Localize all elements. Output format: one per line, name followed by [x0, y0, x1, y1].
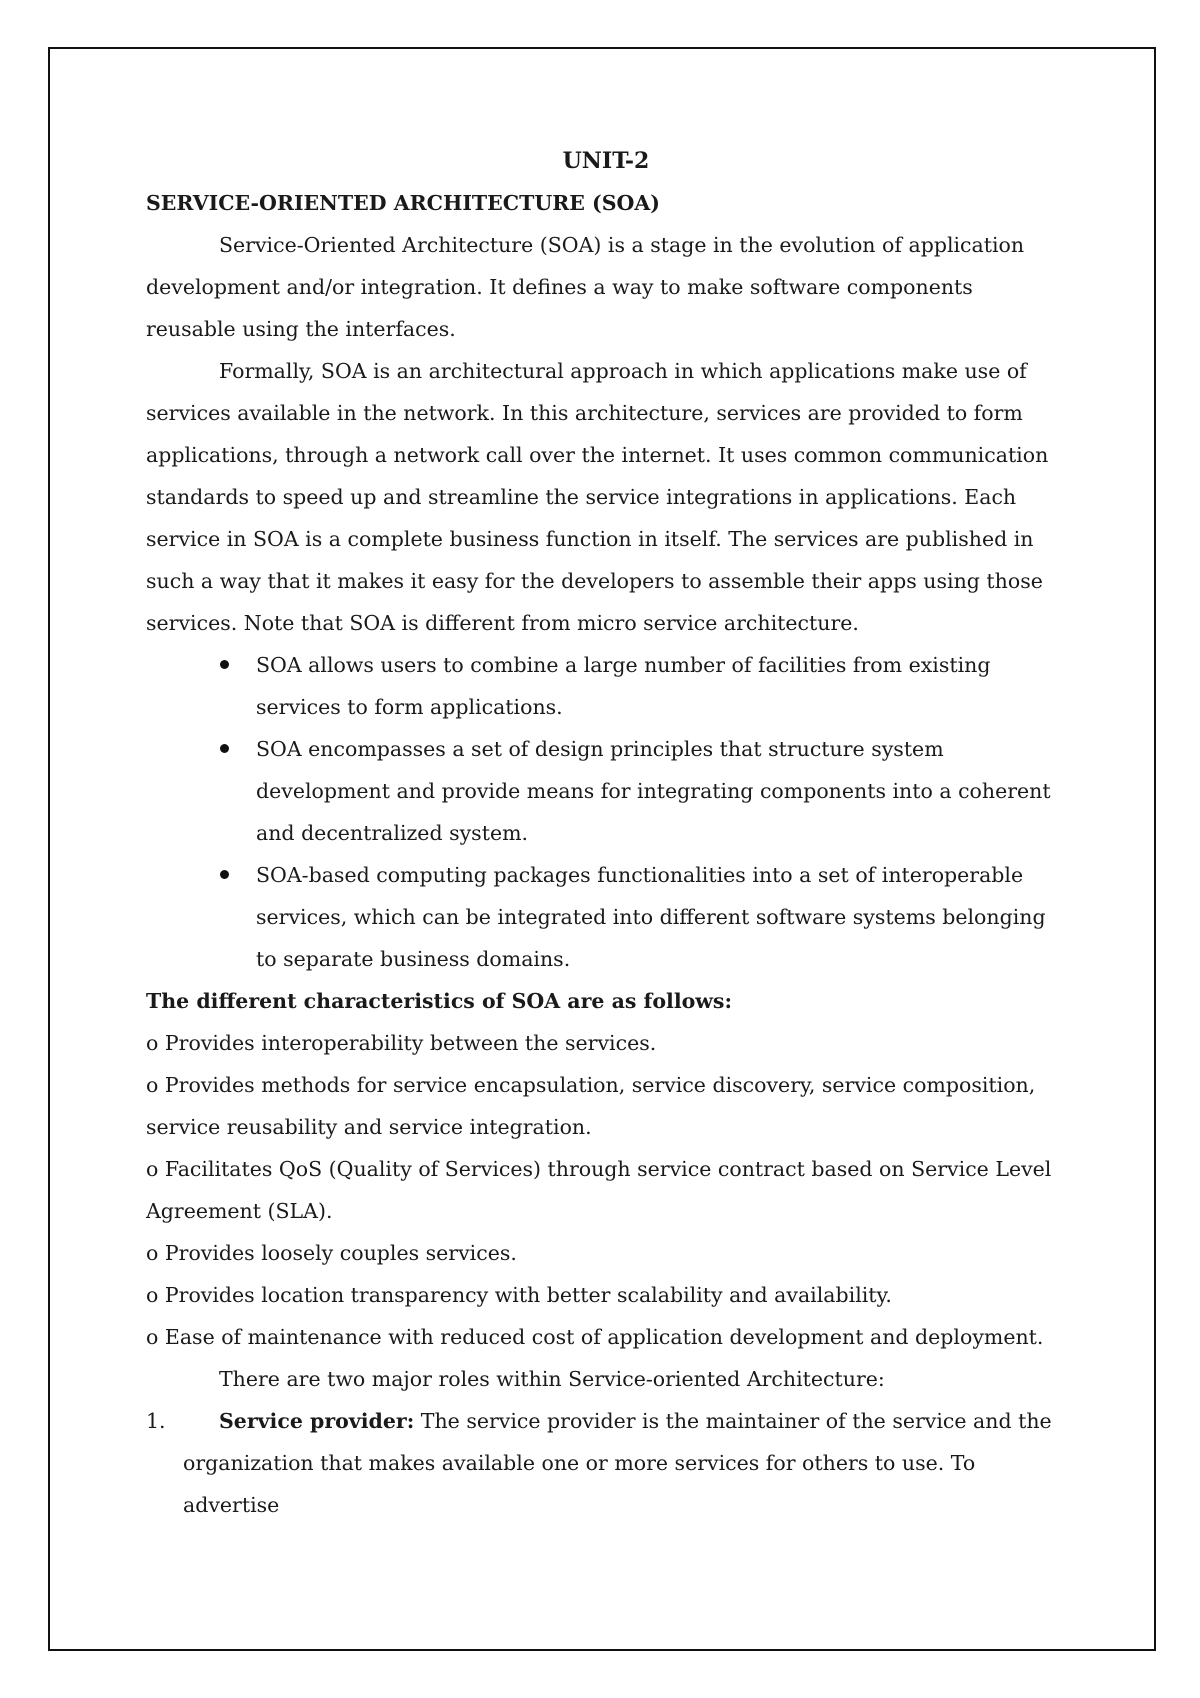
role-number: 1. — [146, 1409, 166, 1433]
list-item — [146, 644, 1066, 728]
section-heading: SERVICE-ORIENTED ARCHITECTURE (SOA) — [146, 191, 661, 215]
roles-intro: There are two major roles within Service-oriented Architecture: — [219, 1367, 885, 1391]
list-item — [146, 854, 1066, 980]
characteristic-item: o Provides interoperability between the services. — [146, 1031, 657, 1055]
bullet-icon — [220, 870, 229, 879]
paragraph-intro: Service-Oriented Architecture (SOA) is a stage in the evolution of application development and/or integration. It defines a way to make software components reusable using the interfaces. — [146, 233, 1025, 341]
role-title: Service provider: — [219, 1409, 415, 1433]
characteristic-item: o Ease of maintenance with reduced cost of application development and deployment. — [146, 1325, 1044, 1349]
bullet-icon — [220, 660, 229, 669]
bullet-icon — [220, 744, 229, 753]
characteristic-item: o Facilitates QoS (Quality of Services) through service contract based on Service Level Agreement (SLA). — [146, 1157, 1052, 1223]
document-body — [146, 140, 1066, 1526]
characteristics-heading: The different characteristics of SOA are as follows: — [146, 989, 733, 1013]
bullet-text: SOA-based computing packages functionalities into a set of interoperable services, which can be integrated into different software systems belonging to separate business domains. — [256, 863, 1046, 971]
role-text-rest: organization that makes available one or more services for others to use. To advertise — [183, 1451, 976, 1517]
role-first-line — [219, 1400, 1066, 1442]
bullet-list — [146, 644, 1066, 980]
bullet-text: SOA allows users to combine a large number of facilities from existing services to form applications. — [256, 653, 991, 719]
paragraph-formal: Formally, SOA is an architectural approach in which applications make use of services available in the network. In this architecture, services are provided to form applications, through a network call over the internet. It uses common communication standards to speed up and streamline the service integrations in applications. Each service in SOA is a complete business function in itself. The services are published in such a way that it makes it easy for the developers to assemble their apps using those services. Note that SOA is different from micro service architecture. — [146, 359, 1049, 635]
role-item — [146, 1400, 1066, 1526]
characteristic-item: o Provides methods for service encapsulation, service discovery, service composition, service reusability and service integration. — [146, 1073, 1036, 1139]
role-text-first: The service provider is the maintainer of the service and the — [420, 1409, 1052, 1433]
characteristic-item: o Provides loosely couples services. — [146, 1241, 517, 1265]
bullet-text: SOA encompasses a set of design principles that structure system development and provide means for integrating components into a coherent and decentralized system. — [256, 737, 1051, 845]
unit-title: UNIT-2 — [562, 148, 650, 174]
characteristic-item: o Provides location transparency with better scalability and availability. — [146, 1283, 892, 1307]
list-item — [146, 728, 1066, 854]
